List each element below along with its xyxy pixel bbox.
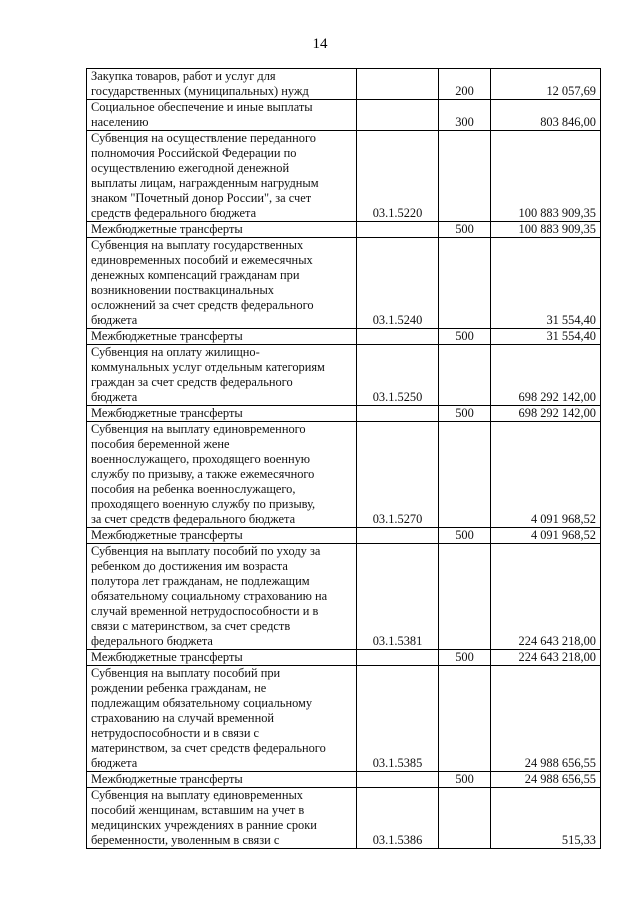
- row-amount: 31 554,40: [491, 238, 601, 329]
- row-target-code: [357, 329, 439, 345]
- row-name: Субвенция на выплату пособий по уходу за ребенком до достижения им возраста полутора лет гражданам, не подлежащим обязательному социальному страхованию на случай временной нетрудоспособности и в связи с материнством, за счет средств федерального бюджета: [87, 544, 357, 650]
- row-target-code: 03.1.5270: [357, 422, 439, 528]
- table-row: [87, 666, 601, 772]
- row-expense-type: [439, 666, 491, 772]
- row-expense-type: 500: [439, 406, 491, 422]
- budget-table: [86, 68, 601, 849]
- table-row: [87, 100, 601, 131]
- row-target-code: 03.1.5386: [357, 788, 439, 849]
- table-row: [87, 406, 601, 422]
- row-expense-type: [439, 238, 491, 329]
- row-amount: 31 554,40: [491, 329, 601, 345]
- table-row: [87, 650, 601, 666]
- row-target-code: [357, 528, 439, 544]
- table-row: [87, 329, 601, 345]
- row-target-code: 03.1.5240: [357, 238, 439, 329]
- row-target-code: [357, 772, 439, 788]
- row-amount: 24 988 656,55: [491, 772, 601, 788]
- page-number: 14: [312, 36, 328, 52]
- table-row: [87, 772, 601, 788]
- table-row: [87, 238, 601, 329]
- row-name: Закупка товаров, работ и услуг для государственных (муниципальных) нужд: [87, 69, 357, 100]
- row-amount: 4 091 968,52: [491, 422, 601, 528]
- row-amount: 224 643 218,00: [491, 650, 601, 666]
- row-amount: 515,33: [491, 788, 601, 849]
- row-name: Субвенция на осуществление переданного полномочия Российской Федерации по осуществлению ежегодной денежной выплаты лицам, награжденным нагрудным знаком "Почетный донор России", за счет средств федерального бюджета: [87, 131, 357, 222]
- budget-table-body: [87, 69, 601, 849]
- row-expense-type: 300: [439, 100, 491, 131]
- table-row: [87, 131, 601, 222]
- row-name: Субвенция на выплату единовременного пособия беременной жене военнослужащего, проходящего военную службу по призыву, а также ежемесячного пособия на ребенка военнослужащего, проходящего военную службу по призыву, за счет средств федерального бюджета: [87, 422, 357, 528]
- row-name: Межбюджетные трансферты: [87, 528, 357, 544]
- row-expense-type: [439, 131, 491, 222]
- row-name: Субвенция на выплату государственных единовременных пособий и ежемесячных денежных компенсаций гражданам при возникновении поствакцинальных осложнений за счет средств федерального бюджета: [87, 238, 357, 329]
- row-expense-type: [439, 544, 491, 650]
- row-name: Субвенция на выплату единовременных пособий женщинам, вставшим на учет в медицинских учреждениях в ранние сроки беременности, уволенным в связи с: [87, 788, 357, 849]
- row-target-code: 03.1.5220: [357, 131, 439, 222]
- row-target-code: 03.1.5250: [357, 345, 439, 406]
- row-name: Межбюджетные трансферты: [87, 772, 357, 788]
- row-name: Межбюджетные трансферты: [87, 222, 357, 238]
- row-expense-type: 500: [439, 329, 491, 345]
- row-amount: 12 057,69: [491, 69, 601, 100]
- row-name: Межбюджетные трансферты: [87, 406, 357, 422]
- row-name: Субвенция на выплату пособий при рождении ребенка гражданам, не подлежащим обязательному социальному страхованию на случай временной нетрудоспособности и в связи с материнством, за счет средств федерального бюджета: [87, 666, 357, 772]
- row-target-code: 03.1.5385: [357, 666, 439, 772]
- row-target-code: [357, 100, 439, 131]
- row-expense-type: 500: [439, 222, 491, 238]
- row-amount: 224 643 218,00: [491, 544, 601, 650]
- row-target-code: [357, 69, 439, 100]
- row-target-code: 03.1.5381: [357, 544, 439, 650]
- row-amount: 803 846,00: [491, 100, 601, 131]
- row-expense-type: [439, 788, 491, 849]
- row-amount: 100 883 909,35: [491, 222, 601, 238]
- row-target-code: [357, 650, 439, 666]
- table-row: [87, 222, 601, 238]
- table-row: [87, 422, 601, 528]
- table-row: [87, 544, 601, 650]
- table-row: [87, 69, 601, 100]
- row-amount: 100 883 909,35: [491, 131, 601, 222]
- row-target-code: [357, 222, 439, 238]
- table-row: [87, 345, 601, 406]
- row-name: Межбюджетные трансферты: [87, 329, 357, 345]
- row-amount: 698 292 142,00: [491, 345, 601, 406]
- row-amount: 4 091 968,52: [491, 528, 601, 544]
- row-amount: 24 988 656,55: [491, 666, 601, 772]
- row-name: Социальное обеспечение и иные выплаты населению: [87, 100, 357, 131]
- row-expense-type: 500: [439, 650, 491, 666]
- row-expense-type: 500: [439, 528, 491, 544]
- row-name: Субвенция на оплату жилищно- коммунальных услуг отдельным категориям граждан за счет средств федерального бюджета: [87, 345, 357, 406]
- row-expense-type: [439, 422, 491, 528]
- row-expense-type: 200: [439, 69, 491, 100]
- table-row: [87, 528, 601, 544]
- row-amount: 698 292 142,00: [491, 406, 601, 422]
- row-expense-type: 500: [439, 772, 491, 788]
- row-target-code: [357, 406, 439, 422]
- row-name: Межбюджетные трансферты: [87, 650, 357, 666]
- table-row: [87, 788, 601, 849]
- row-expense-type: [439, 345, 491, 406]
